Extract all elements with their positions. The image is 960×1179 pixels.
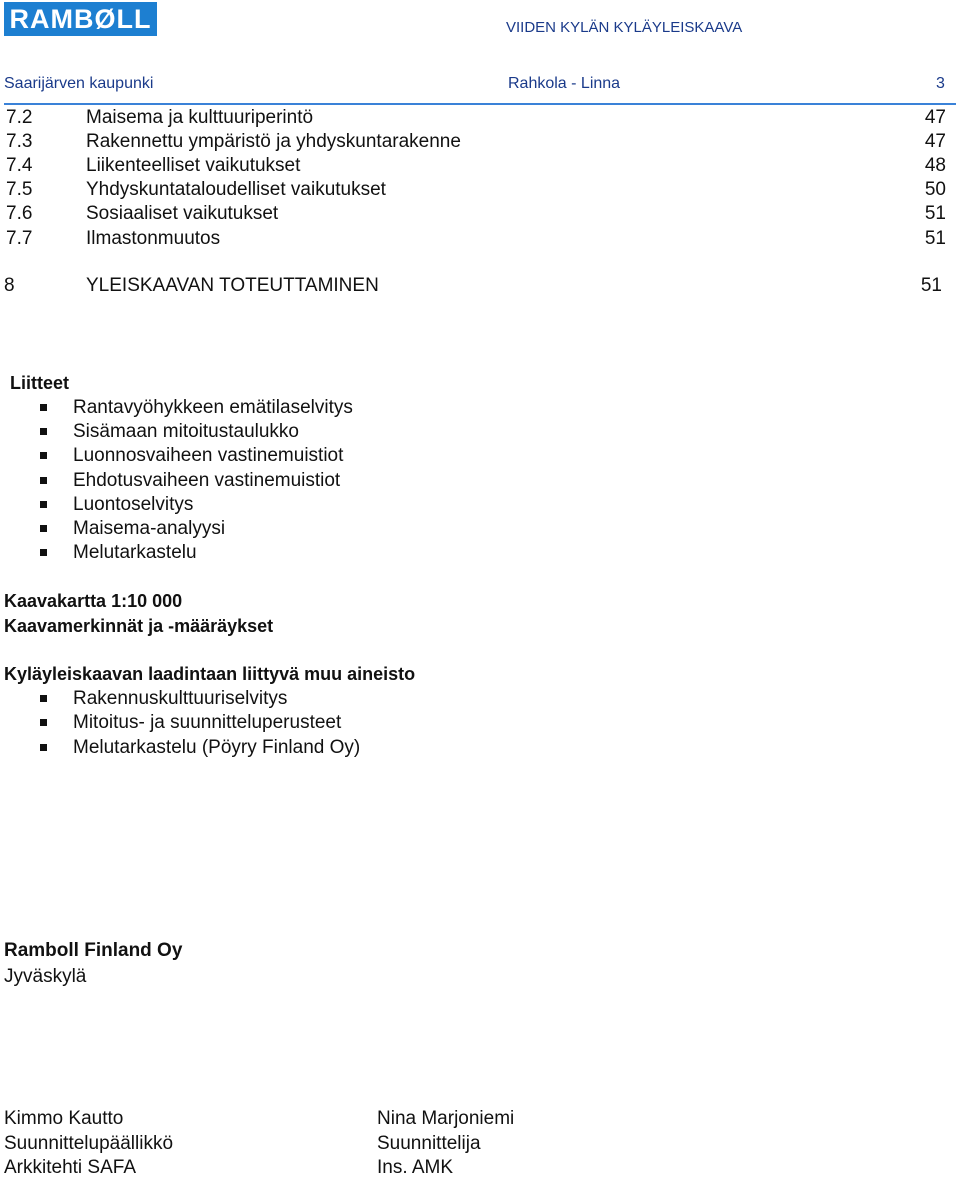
bullet-icon	[40, 744, 47, 751]
list-item-text: Mitoitus- ja suunnitteluperusteet	[73, 712, 342, 733]
toc-row[interactable]	[6, 179, 946, 203]
toc-row[interactable]	[6, 228, 946, 252]
toc-page: 47	[924, 131, 946, 152]
toc-number: 7.5	[6, 179, 33, 200]
bullet-icon	[40, 428, 47, 435]
toc-number: 7.7	[6, 228, 33, 249]
list-item-text: Luontoselvitys	[73, 494, 194, 515]
attachments-heading: Liitteet	[10, 373, 70, 393]
toc-row[interactable]	[6, 155, 946, 179]
person-role: Suunnittelija	[377, 1133, 481, 1154]
toc-page: 48	[924, 155, 946, 176]
bullet-icon	[40, 404, 47, 411]
list-item-text: Luonnosvaiheen vastinemuistiot	[73, 445, 344, 466]
bullet-icon	[40, 477, 47, 484]
map-line: Kaavakartta 1:10 000	[4, 591, 183, 611]
toc-page: 51	[924, 203, 946, 224]
header-area: Rahkola - Linna	[508, 75, 621, 92]
list-item-text: Rantavyöhykkeen emätilaselvitys	[73, 397, 353, 418]
company-name: Ramboll Finland Oy	[4, 940, 183, 961]
toc-title: Sosiaaliset vaikutukset	[86, 203, 279, 224]
toc-number: 7.6	[6, 203, 33, 224]
list-item-text: Sisämaan mitoitustaulukko	[73, 421, 299, 442]
toc-title: Yhdyskuntataloudelliset vaikutukset	[86, 179, 386, 200]
person-name: Nina Marjoniemi	[377, 1108, 515, 1129]
header-municipality: Saarijärven kaupunki	[4, 75, 154, 92]
company-city: Jyväskylä	[4, 966, 87, 987]
bullet-icon	[40, 501, 47, 508]
person-title: Arkkitehti SAFA	[4, 1157, 136, 1178]
bullet-icon	[40, 452, 47, 459]
header-divider	[4, 103, 956, 105]
toc-title: Maisema ja kulttuuriperintö	[86, 107, 314, 128]
bullet-icon	[40, 525, 47, 532]
bullet-icon	[40, 549, 47, 556]
map-regulations-line: Kaavamerkinnät ja -määräykset	[4, 616, 274, 636]
list-item-text: Ehdotusvaiheen vastinemuistiot	[73, 470, 341, 491]
header-page-number: 3	[936, 75, 945, 92]
person-role: Suunnittelupäällikkö	[4, 1133, 174, 1154]
list-item-text: Melutarkastelu (Pöyry Finland Oy)	[73, 737, 361, 758]
ramboll-logo: RAMBØLL	[4, 2, 157, 36]
toc-number: 8	[4, 275, 15, 296]
toc-number: 7.4	[6, 155, 33, 176]
toc-main-row[interactable]	[4, 275, 942, 299]
toc-page: 47	[924, 107, 946, 128]
toc-title: Ilmastonmuutos	[86, 228, 221, 249]
person-name: Kimmo Kautto	[4, 1108, 124, 1129]
toc-row[interactable]	[6, 203, 946, 227]
toc-number: 7.2	[6, 107, 33, 128]
list-item-text: Rakennuskulttuuriselvitys	[73, 688, 288, 709]
bullet-icon	[40, 719, 47, 726]
toc-row[interactable]	[6, 131, 946, 155]
toc-page: 50	[924, 179, 946, 200]
toc-row[interactable]	[6, 107, 946, 131]
toc-title: Rakennettu ympäristö ja yhdyskuntarakenne	[86, 131, 461, 152]
other-material-heading: Kyläyleiskaavan laadintaan liittyvä muu aineisto	[4, 664, 416, 684]
bullet-icon	[40, 695, 47, 702]
list-item-text: Melutarkastelu	[73, 542, 197, 563]
list-item-text: Maisema-analyysi	[73, 518, 226, 539]
toc-title: Liikenteelliset vaikutukset	[86, 155, 301, 176]
document-title: VIIDEN KYLÄN KYLÄYLEISKAAVA	[506, 19, 743, 36]
toc-page: 51	[924, 228, 946, 249]
toc-page: 51	[920, 275, 942, 296]
toc-title: YLEISKAAVAN TOTEUTTAMINEN	[86, 275, 379, 296]
toc-number: 7.3	[6, 131, 33, 152]
person-title: Ins. AMK	[377, 1157, 454, 1178]
